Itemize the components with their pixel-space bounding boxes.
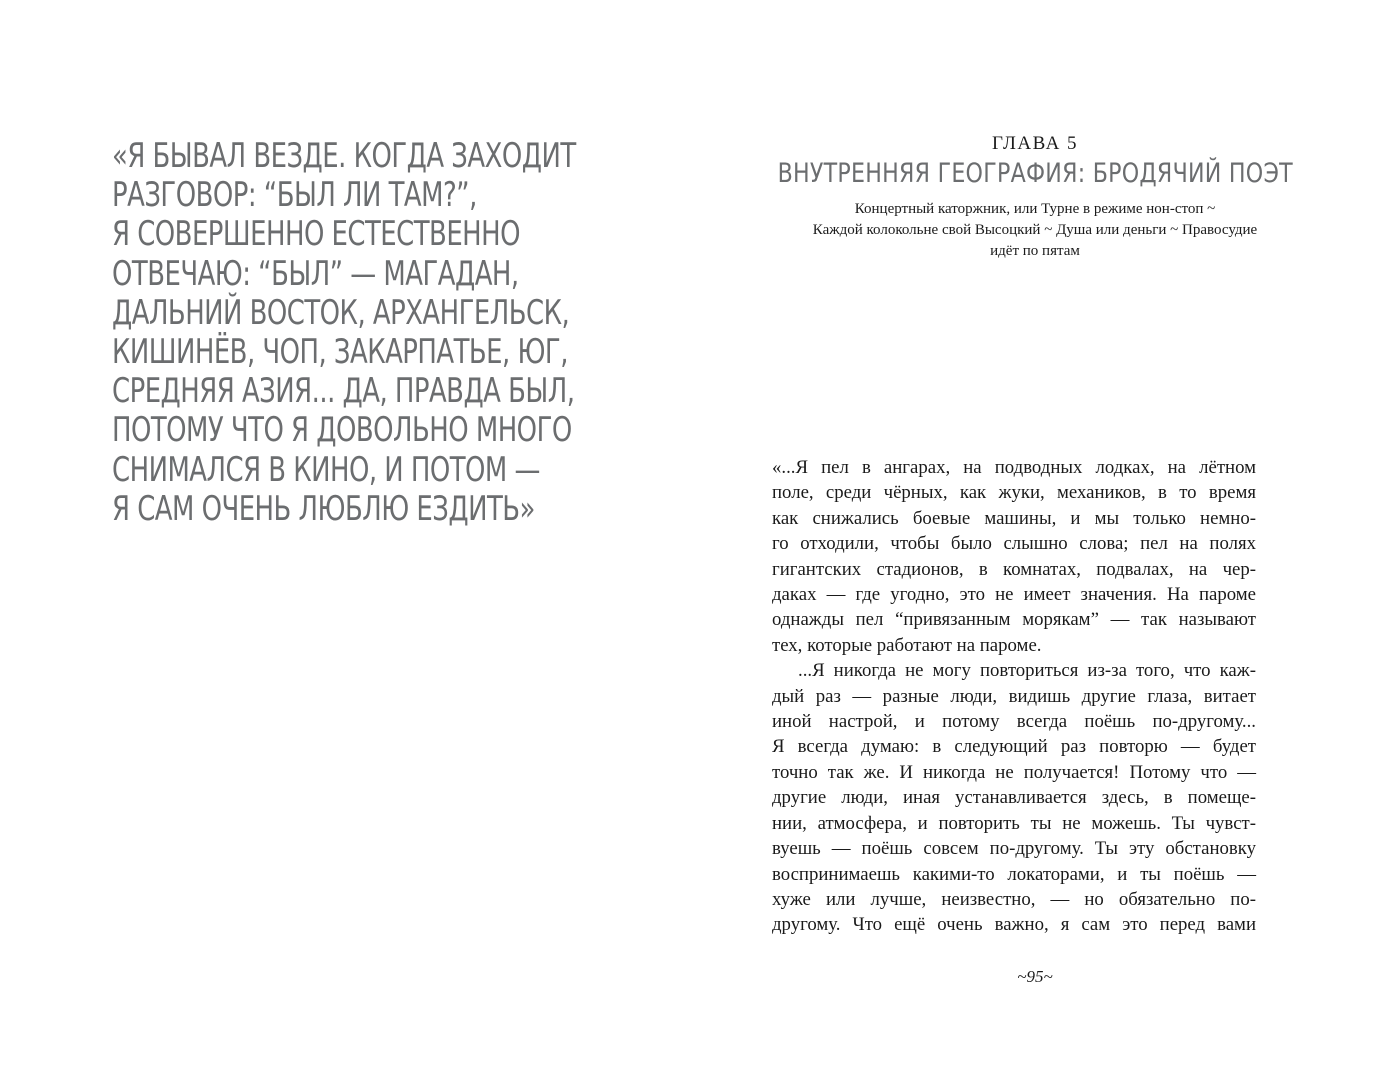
body-line: другие люди, иная устанавливается здесь, в помеще- <box>772 787 1256 809</box>
epigraph-quote <box>112 136 576 528</box>
body-line: как снижались боевые машины, и мы только немно- <box>772 507 1256 529</box>
chapter-title <box>690 158 1380 189</box>
subtitle-line: Концертный каторжник, или Турне в режиме нон-стоп ~ <box>854 201 1216 217</box>
body-line: гигантских стадионов, в комнатах, подвалах, на чер- <box>772 558 1256 580</box>
epigraph-line: ДАЛЬНИЙ ВОСТОК, АРХАНГЕЛЬСК, <box>112 292 570 332</box>
epigraph-line: РАЗГОВОР: “БЫЛ ЛИ ТАМ?”, <box>112 175 477 215</box>
body-line: дый раз — разные люди, видишь другие глаза, витает <box>772 685 1256 707</box>
epigraph-line: СНИМАЛСЯ В КИНО, И ПОТОМ — <box>112 449 540 489</box>
body-line: даках — где угодно, это не имеет значения. На пароме <box>772 584 1256 606</box>
epigraph-line: СРЕДНЯЯ АЗИЯ... ДА, ПРАВДА БЫЛ, <box>112 371 575 411</box>
body-line: воспринимаешь какими-то локаторами, и ты поёшь — <box>772 863 1256 885</box>
body-line: поле, среди чёрных, как жуки, механиков, в то время <box>772 482 1256 504</box>
page-number: ~95~ <box>1017 967 1053 986</box>
body-line: тех, которые работают на пароме. <box>772 634 1042 656</box>
body-line: го отходили, чтобы было слышно слова; пел на полях <box>772 533 1256 555</box>
epigraph-line: Я САМ ОЧЕНЬ ЛЮБЛЮ ЕЗДИТЬ» <box>112 488 535 528</box>
epigraph-line: КИШИНЁВ, ЧОП, ЗАКАРПАТЬЕ, ЮГ, <box>112 332 568 372</box>
chapter-subtitle <box>690 199 1380 262</box>
body-line: ...Я никогда не могу повториться из-за того, что каж- <box>798 660 1256 682</box>
right-page <box>690 0 1380 1080</box>
epigraph-line: ОТВЕЧАЮ: “БЫЛ” — МАГАДАН, <box>112 253 519 293</box>
epigraph-line: «Я БЫВАЛ ВЕЗДЕ. КОГДА ЗАХОДИТ <box>112 136 576 175</box>
body-line: точно так же. И никогда не получается! Потому что — <box>772 761 1256 783</box>
epigraph-line: ПОТОМУ ЧТО Я ДОВОЛЬНО МНОГО <box>112 410 572 450</box>
body-line: иной настрой, и потому всегда поёшь по-другому... <box>772 711 1256 733</box>
body-text <box>772 455 1256 938</box>
epigraph-line: Я СОВЕРШЕННО ЕСТЕСТВЕННО <box>112 214 521 254</box>
body-line: вуешь — поёшь совсем по-другому. Ты эту обстановку <box>772 838 1256 860</box>
body-line: хуже или лучше, неизвестно, — но обязательно по- <box>772 888 1256 910</box>
body-line: «...Я пел в ангарах, на подводных лодках, на лётном <box>772 457 1256 478</box>
body-line: нии, атмосфера, и повторить ты не можешь. Ты чувст- <box>772 812 1256 834</box>
chapter-title-text: ВНУТРЕННЯЯ ГЕОГРАФИЯ: БРОДЯЧИЙ ПОЭТ <box>777 158 1293 189</box>
body-line: другому. Что ещё очень важно, я сам это перед вами <box>772 914 1256 936</box>
body-line: Я всегда думаю: в следующий раз повторю — будет <box>772 736 1256 758</box>
subtitle-line: Каждой колокольне свой Высоцкий ~ Душа или деньги ~ Правосудие <box>812 222 1258 238</box>
chapter-label: ГЛАВА 5 <box>991 133 1079 154</box>
body-line: однажды пел “привязанным морякам” — так называют <box>772 609 1256 631</box>
subtitle-line: идёт по пятам <box>990 243 1080 259</box>
